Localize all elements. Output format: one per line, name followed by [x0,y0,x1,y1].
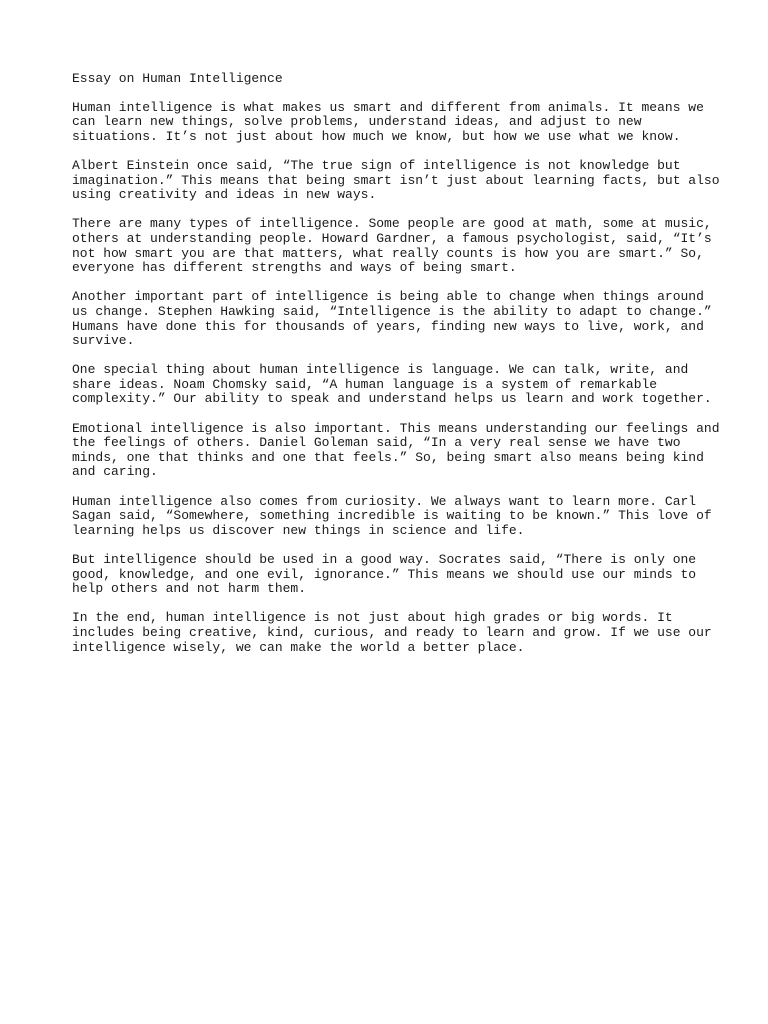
paragraph-4 [72,290,712,348]
text-line: One special thing about human intelligence is language. We can talk, write, and [72,362,689,378]
text-line: help others and not harm them. [72,581,307,597]
text-line: and caring. [72,464,158,480]
paragraph-9 [72,611,712,655]
text-line: using creativity and ideas in new ways. [72,187,377,203]
text-line: can learn new things, solve problems, understand ideas, and adjust to new [72,114,642,130]
text-line: us change. Stephen Hawking said, “Intelligence is the ability to adapt to change.” [72,303,712,319]
text-line: Humans have done this for thousands of years, finding new ways to live, work, and [72,318,704,334]
text-line: learning helps us discover new things in science and life. [72,522,525,538]
text-line: In the end, human intelligence is not just about high grades or big words. It [72,610,673,626]
text-line: complexity.” Our ability to speak and understand helps us learn and work together. [72,391,712,407]
paragraph-8 [72,553,712,597]
text-line: everyone has different strengths and ways of being smart. [72,260,517,276]
text-line: imagination.” This means that being smart isn’t just about learning facts, but also [72,172,720,188]
text-line: Human intelligence is what makes us smart and different from animals. It means we [72,99,704,115]
paragraph-3 [72,217,712,275]
paragraph-6 [72,420,720,480]
document-page [72,71,720,670]
paragraph-1 [72,101,712,145]
paragraph-5 [72,363,712,407]
text-line: not how smart you are that matters, what really counts is how you are smart.” So, [72,245,704,261]
text-line: situations. It’s not just about how much we know, but how we use what we know. [72,128,681,144]
text-line: minds, one that thinks and one that feels.” So, being smart also means being kind [72,449,704,465]
text-line: Emotional intelligence is also important. This means understanding our feelings and [72,420,720,436]
text-line: share ideas. Noam Chomsky said, “A human language is a system of remarkable [72,376,658,392]
text-line: Another important part of intelligence is being able to change when things around [72,289,704,305]
paragraph-7 [72,495,712,539]
text-line: Sagan said, “Somewhere, something incredible is waiting to be known.” This love of [72,508,712,524]
text-line: others at understanding people. Howard Gardner, a famous psychologist, said, “It’s [72,230,712,246]
text-line: survive. [72,333,135,349]
document-title: Essay on Human Intelligence [72,71,283,86]
text-line: good, knowledge, and one evil, ignorance.” This means we should use our minds to [72,566,697,582]
text-line: intelligence wisely, we can make the world a better place. [72,639,525,655]
text-line: Human intelligence also comes from curiosity. We always want to learn more. Carl [72,493,697,509]
text-line: includes being creative, kind, curious, and ready to learn and grow. If we use our [72,624,712,640]
text-line: the feelings of others. Daniel Goleman said, “In a very real sense we have two [72,435,681,451]
paragraph-2 [72,157,720,203]
text-line: Albert Einstein once said, “The true sign of intelligence is not knowledge but [72,157,681,173]
text-line: There are many types of intelligence. Some people are good at math, some at music, [72,216,712,232]
text-line: But intelligence should be used in a good way. Socrates said, “There is only one [72,552,697,567]
